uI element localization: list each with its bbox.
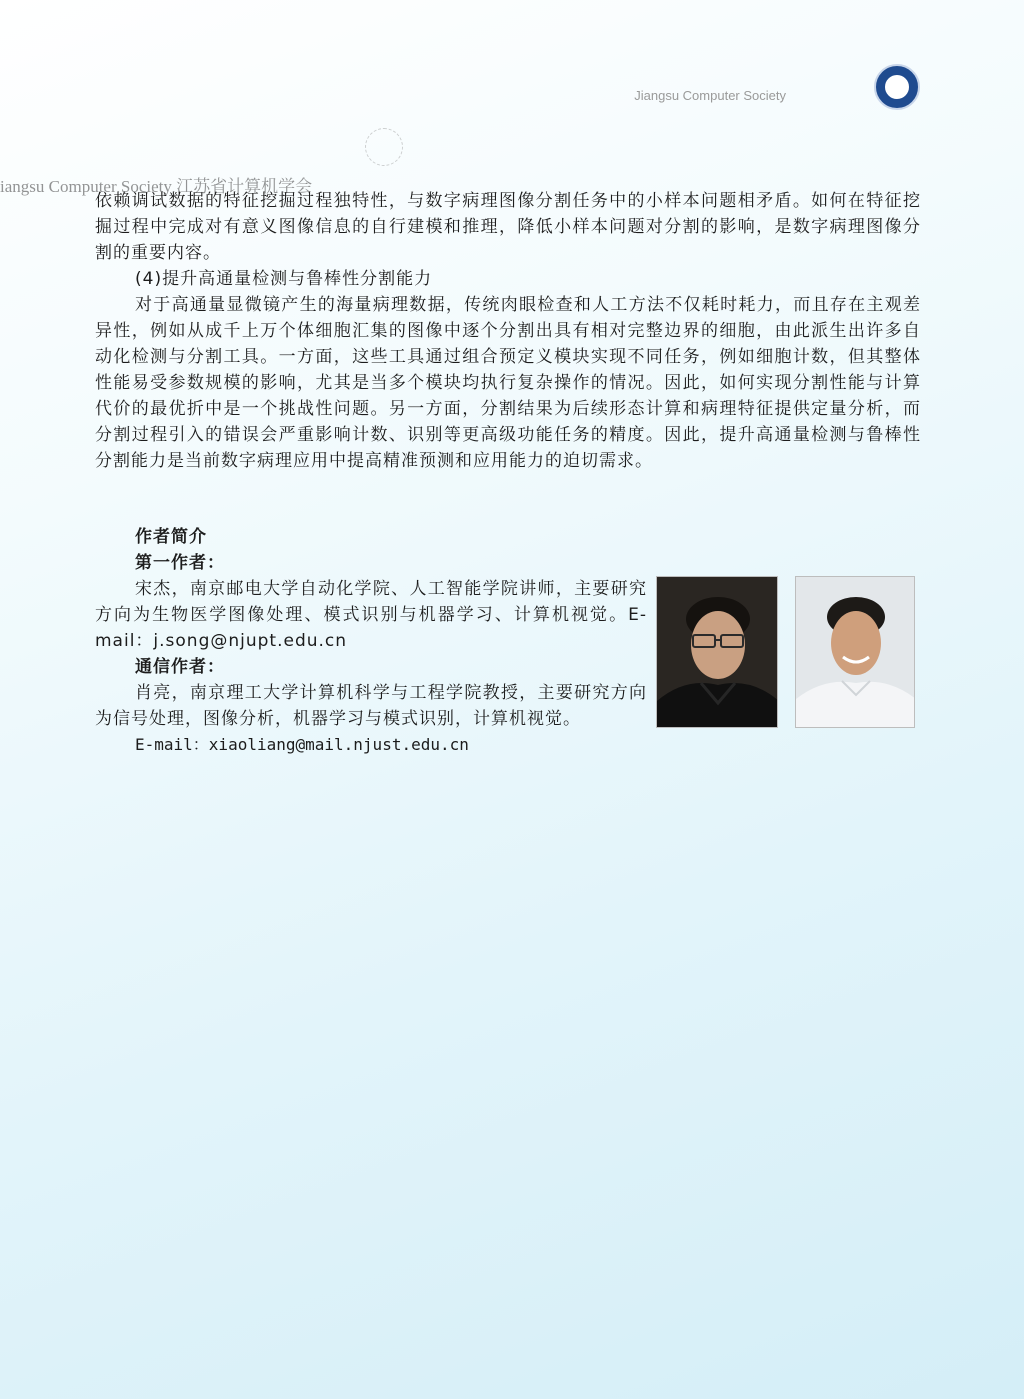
author-1-photo	[656, 576, 778, 728]
author-section-heading: 作者简介	[135, 527, 207, 547]
author-2-portrait-graphic	[796, 577, 915, 728]
body-paragraph-2: 对于高通量显微镜产生的海量病理数据，传统肉眼检查和人工方法不仅耗时耗力，而且存在主观差异性，例如从成千上万个体细胞汇集的图像中逐个分割出具有相对完整边界的细胞，由此派生出许多自动化检测与分割工具。一方面，这些工具通过组合预定义模块实现不同任务，例如细胞计数，但其整体性能易受参数规模的影响，尤其是当多个模块均执行复杂操作的情况。因此，如何实现分割性能与计算代价的最优折中是一个挑战性问题。另一方面，分割结果为后续形态计算和病理特征提供定量分析，而分割过程引入的错误会严重影响计数、识别等更高级功能任务的精度。因此，提升高通量检测与鲁棒性分割能力是当前数字病理应用中提高精准预测和应用能力的迫切需求。	[95, 295, 921, 471]
section-subheading-4: (4)提升高通量检测与鲁棒性分割能力	[135, 269, 433, 289]
page-header	[0, 0, 1024, 130]
corresponding-author-label: 通信作者：	[135, 657, 225, 677]
watermark-text: iangsu Computer Society 江苏省计算机学会	[0, 177, 313, 196]
first-author-label: 第一作者：	[135, 553, 225, 573]
header-english-title: Jiangsu Computer Society	[634, 88, 786, 103]
body-paragraph-1: 依赖调试数据的特征挖掘过程独特性，与数字病理图像分割任务中的小样本问题相矛盾。如何在特征挖掘过程中完成对有意义图像信息的自行建模和推理，降低小样本问题对分割的影响，是数字病理图像分割的重要内容。	[95, 191, 921, 263]
seal-inner-circle	[884, 74, 910, 100]
watermark-stamp-icon	[365, 128, 403, 166]
author-1-portrait-graphic	[657, 577, 778, 728]
author-2-photo	[795, 576, 915, 728]
society-seal-icon	[874, 64, 920, 110]
corresponding-author-email: E-mail：xiaoliang@mail.njust.edu.cn	[135, 735, 469, 754]
article-body	[95, 188, 921, 474]
corresponding-author-bio: 肖亮，南京理工大学计算机科学与工程学院教授，主要研究方向为信号处理，图像分析，机器学习与模式识别，计算机视觉。	[95, 683, 647, 729]
author-bios	[95, 524, 647, 758]
first-author-bio: 宋杰，南京邮电大学自动化学院、人工智能学院讲师，主要研究方向为生物医学图像处理、模式识别与机器学习、计算机视觉。E-mail：j.song@njupt.edu.cn	[95, 579, 647, 651]
